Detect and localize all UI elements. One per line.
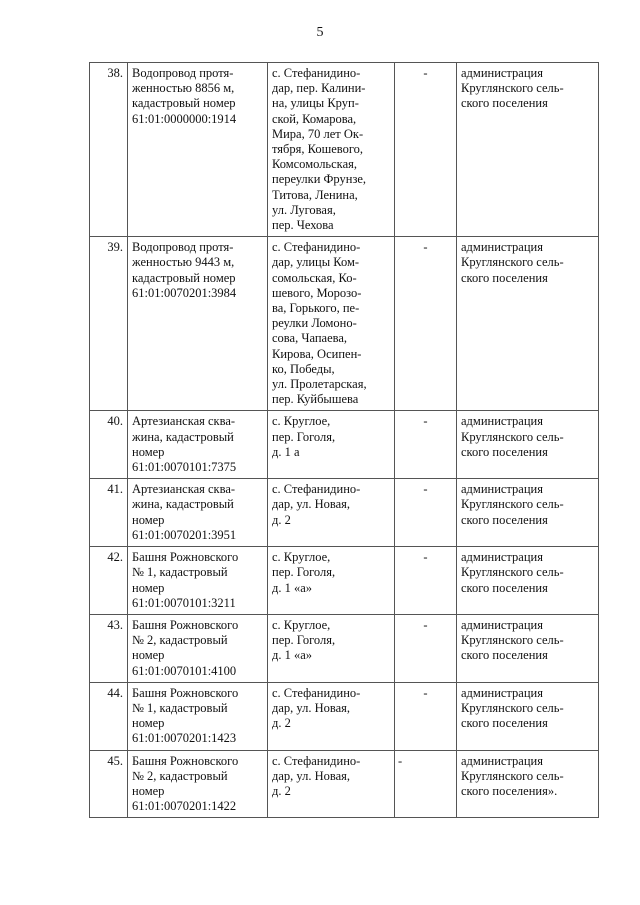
- object-address: с. Круглое, пер. Гоголя, д. 1 «а»: [268, 547, 395, 615]
- object-name: Водопровод протя- женностью 9443 м, кадастровый номер 61:01:0070201:3984: [128, 237, 268, 411]
- table-row: [90, 479, 599, 547]
- row-number: 43.: [90, 614, 128, 682]
- row-number: 39.: [90, 237, 128, 411]
- table-row: [90, 237, 599, 411]
- row-number: 40.: [90, 411, 128, 479]
- table-row: [90, 682, 599, 750]
- table-row: [90, 63, 599, 237]
- object-owner: администрация Круглянского сель- ского поселения: [457, 63, 599, 237]
- object-name: Артезианская сква- жина, кадастровый номер 61:01:0070101:7375: [128, 411, 268, 479]
- object-name: Башня Рожновского № 2, кадастровый номер 61:01:0070101:4100: [128, 614, 268, 682]
- object-owner: администрация Круглянского сель- ского поселения: [457, 479, 599, 547]
- row-number: 38.: [90, 63, 128, 237]
- table-row: [90, 411, 599, 479]
- row-number: 42.: [90, 547, 128, 615]
- object-owner: администрация Круглянского сель- ского поселения: [457, 237, 599, 411]
- empty-cell-dash: -: [395, 682, 457, 750]
- empty-cell-dash: -: [395, 237, 457, 411]
- table-row: [90, 547, 599, 615]
- table-row: [90, 614, 599, 682]
- empty-cell-dash: -: [395, 479, 457, 547]
- row-number: 44.: [90, 682, 128, 750]
- object-address: с. Стефанидино- дар, пер. Калини- на, улицы Круп- ской, Комарова, Мира, 70 лет Ок- тября, Кошевого, Комсомольская, переулки Фрунзе, Титова, Ленина, ул. Луговая, пер. Чехова: [268, 63, 395, 237]
- object-address: с. Стефанидино- дар, ул. Новая, д. 2: [268, 682, 395, 750]
- table-row: [90, 750, 599, 818]
- object-name: Артезианская сква- жина, кадастровый номер 61:01:0070201:3951: [128, 479, 268, 547]
- object-name: Водопровод протя- женностью 8856 м, кадастровый номер 61:01:0000000:1914: [128, 63, 268, 237]
- object-owner: администрация Круглянского сель- ского поселения: [457, 411, 599, 479]
- object-name: Башня Рожновского № 1, кадастровый номер 61:01:0070101:3211: [128, 547, 268, 615]
- object-name: Башня Рожновского № 1, кадастровый номер 61:01:0070201:1423: [128, 682, 268, 750]
- property-registry-table: [89, 62, 599, 818]
- empty-cell-dash: -: [395, 63, 457, 237]
- object-owner: администрация Круглянского сель- ского поселения».: [457, 750, 599, 818]
- page-number: 5: [316, 25, 324, 40]
- object-owner: администрация Круглянского сель- ского поселения: [457, 547, 599, 615]
- row-number: 41.: [90, 479, 128, 547]
- object-address: с. Стефанидино- дар, ул. Новая, д. 2: [268, 479, 395, 547]
- row-number: 45.: [90, 750, 128, 818]
- empty-cell-dash: -: [395, 750, 457, 818]
- object-address: с. Круглое, пер. Гоголя, д. 1 а: [268, 411, 395, 479]
- object-owner: администрация Круглянского сель- ского поселения: [457, 682, 599, 750]
- object-owner: администрация Круглянского сель- ского поселения: [457, 614, 599, 682]
- empty-cell-dash: -: [395, 614, 457, 682]
- empty-cell-dash: -: [395, 411, 457, 479]
- empty-cell-dash: -: [395, 547, 457, 615]
- object-name: Башня Рожновского № 2, кадастровый номер 61:01:0070201:1422: [128, 750, 268, 818]
- object-address: с. Стефанидино- дар, ул. Новая, д. 2: [268, 750, 395, 818]
- object-address: с. Стефанидино- дар, улицы Ком- сомольская, Ко- шевого, Морозо- ва, Горького, пе- реулки Ломоно- сова, Чапаева, Кирова, Осипен- ко, Победы, ул. Пролетарская, пер. Куйбышева: [268, 237, 395, 411]
- object-address: с. Круглое, пер. Гоголя, д. 1 «а»: [268, 614, 395, 682]
